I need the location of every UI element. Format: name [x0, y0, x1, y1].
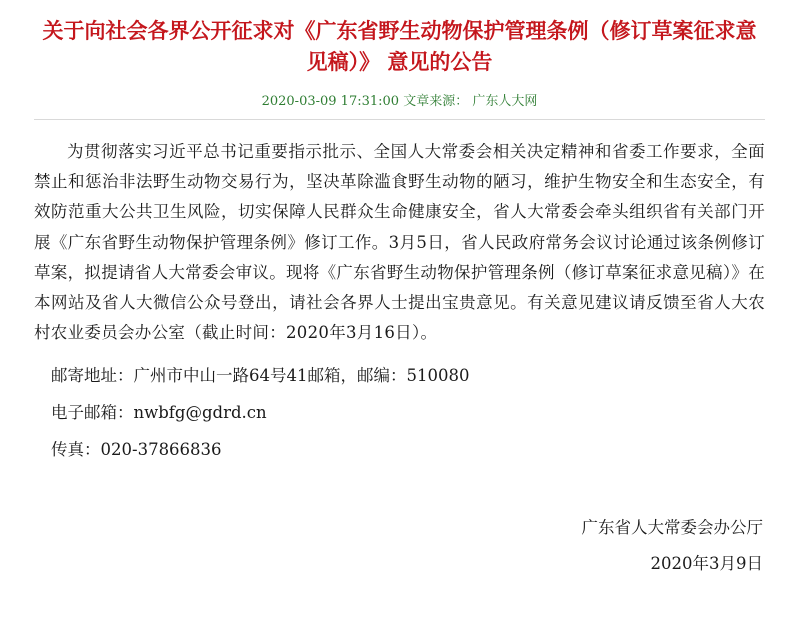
title-divider	[34, 119, 765, 120]
contact-info	[51, 366, 765, 460]
source-name[interactable]: 广东人大网	[472, 94, 538, 109]
signature-date: 2020年3月9日	[650, 554, 763, 573]
fax-value: 020-37866836	[100, 440, 222, 460]
article-body: 为贯彻落实习近平总书记重要指示批示、全国人大常委会相关决定精神和省委工作要求，全面禁止和惩治非法野生动物交易行为，坚决革除滥食野生动物的陋习，维护生物安全和生态安全，有效防范重大公共卫生风险，切实保障人民群众生命健康安全，省人大常委会牵头组织省有关部门开展《广东省野生动物保护管理条例》修订工作。3月5日，省人民政府常务会议讨论通过该条例修订草案，拟提请省人大常委会审议。现将《广东省野生动物保护管理条例（修订草案征求意见稿）》在本网站及省人大微信公众号登出，请社会各界人士提出宝贵意见。有关意见建议请反馈至省人大农村农业委员会办公室（截止时间：2020年3月16日）。	[34, 142, 765, 343]
mailing-address-label: 邮寄地址：	[51, 366, 134, 386]
fax-label: 传真：	[51, 440, 101, 460]
source-label: 文章来源：	[403, 94, 469, 109]
publish-datetime: 2020-03-09 17:31:00	[261, 94, 400, 109]
signature-org: 广东省人大常委会办公厅	[581, 518, 763, 537]
mailing-address-value: 广州市中山一路64号41邮箱，邮编：510080	[133, 366, 470, 386]
fax-row	[51, 440, 765, 460]
email-value[interactable]: nwbfg@gdrd.cn	[133, 403, 267, 423]
email-row	[51, 403, 765, 423]
article-meta	[34, 90, 765, 109]
mailing-address-row	[51, 366, 765, 386]
article-title: 关于向社会各界公开征求对《广东省野生动物保护管理条例（修订草案征求意见稿）》 意见的公告	[42, 19, 757, 74]
email-label: 电子邮箱：	[51, 403, 134, 423]
